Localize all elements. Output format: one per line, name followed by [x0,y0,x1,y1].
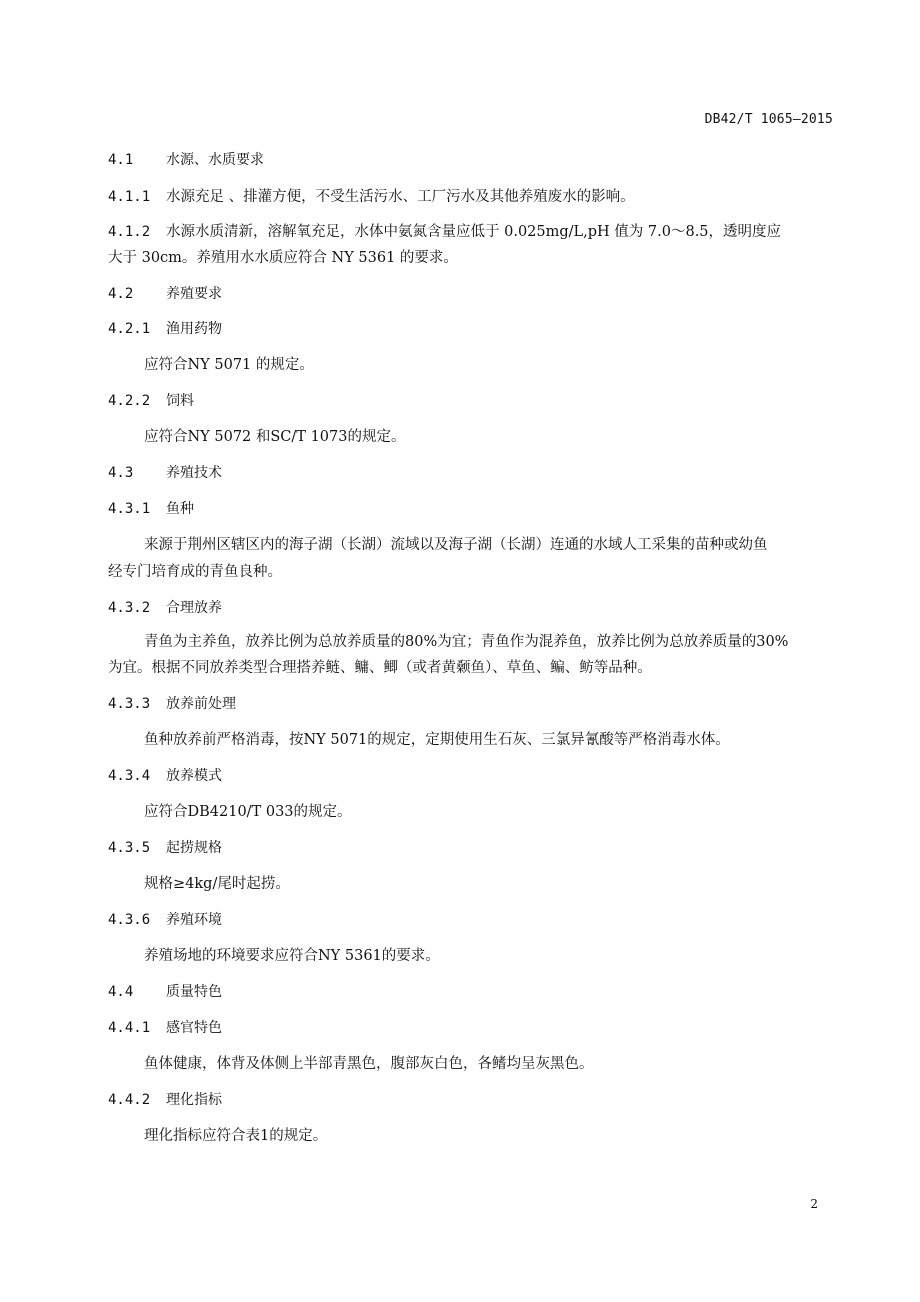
heading-4-3-1: 4.3.1 鱼种 [108,501,194,517]
clause-4-4-2-text: 理化指标应符合表1的规定。 [144,1128,328,1144]
page-number: 2 [810,1197,818,1211]
heading-4-3-4: 4.3.4 放养模式 [108,768,222,784]
heading-4-3-6: 4.3.6 养殖环境 [108,912,222,928]
heading-4-3-2: 4.3.2 合理放养 [108,600,222,616]
heading-4-1: 4.1 水源、水质要求 [108,152,264,168]
clause-4-2-2-text: 应符合NY 5072 和SC/T 1073的规定。 [144,429,406,445]
standard-code: DB42/T 1065—2015 [704,112,833,127]
clause-4-3-2-line2: 为宜。根据不同放养类型合理搭养鲢、鳙、鲫（或者黄颡鱼）、草鱼、鳊、鲂等品种。 [108,660,652,676]
heading-4-3: 4.3 养殖技术 [108,465,222,481]
clause-4-3-5-text: 规格≥4kg/尾时起捞。 [144,876,290,892]
heading-4-2: 4.2 养殖要求 [108,286,222,302]
heading-4-2-2: 4.2.2 饲料 [108,393,194,409]
heading-4-3-5: 4.3.5 起捞规格 [108,840,222,856]
heading-4-4-2: 4.4.2 理化指标 [108,1092,222,1108]
clause-4-1-1: 4.1.1 水源充足 、排灌方便，不受生活污水、工厂污水及其他养殖废水的影响。 [108,189,635,205]
clause-4-3-2-line1: 青鱼为主养鱼，放养比例为总放养质量的80%为宜；青鱼作为混养鱼，放养比例为总放养质量的30% [144,634,789,650]
clause-4-3-6-text: 养殖场地的环境要求应符合NY 5361的要求。 [144,948,440,964]
clause-4-3-1-line1: 来源于荆州区辖区内的海子湖（长湖）流域以及海子湖（长湖）连通的水域人工采集的苗种或幼鱼 [144,537,768,553]
clause-4-1-2-line2: 大于 30cm。养殖用水水质应符合 NY 5361 的要求。 [108,250,458,266]
clause-4-2-1-text: 应符合NY 5071 的规定。 [144,357,314,373]
heading-4-4: 4.4 质量特色 [108,984,222,1000]
heading-4-3-3: 4.3.3 放养前处理 [108,696,236,712]
clause-4-4-1-text: 鱼体健康，体背及体侧上半部青黑色，腹部灰白色，各鳍均呈灰黑色。 [144,1056,594,1072]
clause-4-1-2-line1: 4.1.2 水源水质清新，溶解氧充足，水体中氨氮含量应低于 0.025mg/L,pH 值为 7.0～8.5，透明度应 [108,224,782,240]
clause-4-3-4-text: 应符合DB4210/T 033的规定。 [144,804,352,820]
heading-4-2-1: 4.2.1 渔用药物 [108,321,222,337]
clause-4-3-3-text: 鱼种放养前严格消毒，按NY 5071的规定，定期使用生石灰、三氯异氰酸等严格消毒水体。 [144,732,730,748]
clause-4-3-1-line2: 经专门培育成的青鱼良种。 [108,564,282,580]
heading-4-4-1: 4.4.1 感官特色 [108,1020,222,1036]
